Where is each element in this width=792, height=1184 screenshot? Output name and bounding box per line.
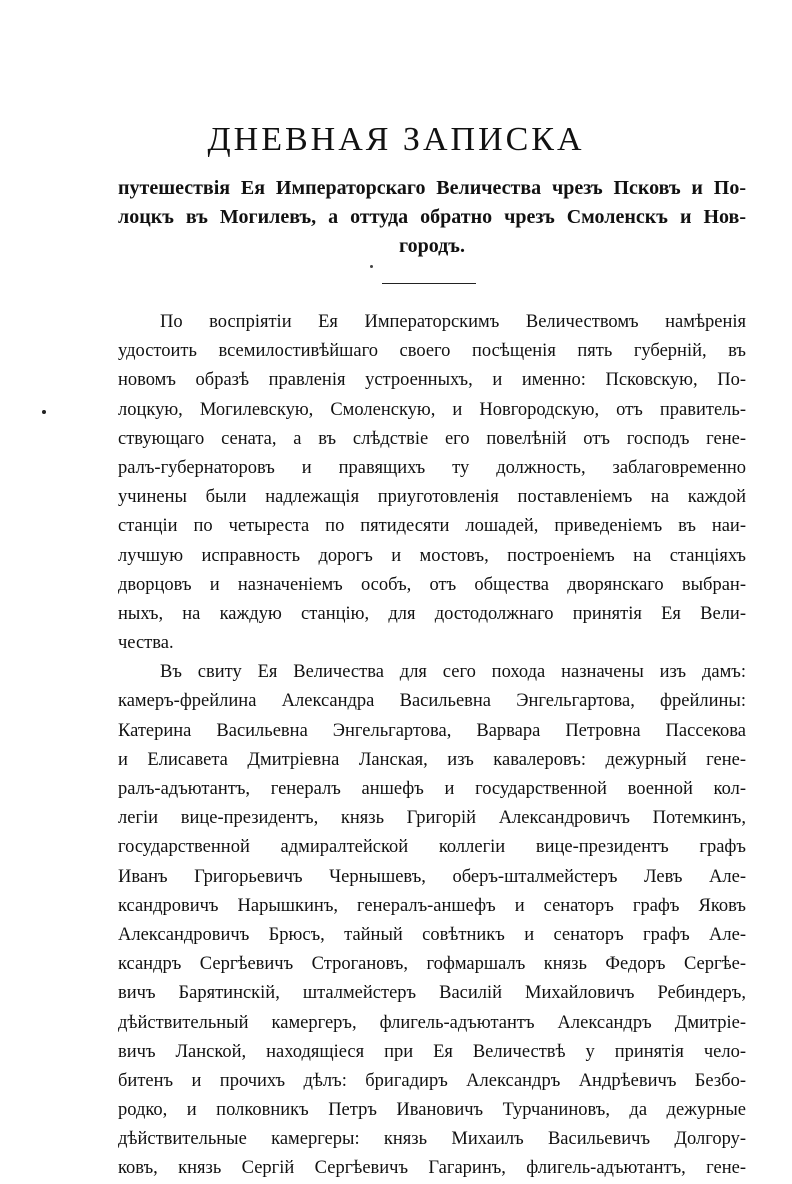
subtitle-line: лоцкъ въ Могилевъ, а оттуда обратно чрезъ Смоленскъ и Нов- (118, 206, 746, 228)
text-line: дѣйствительный камергеръ, флигель-адъютантъ Александръ Дмитріе- (118, 1012, 746, 1033)
text-line: Въ свиту Ея Величества для сего похода назначены изъ дамъ: (160, 662, 746, 683)
text-line: родко, и полковникъ Петръ Ивановичъ Турчаниновъ, да дежурные (118, 1100, 746, 1121)
text-line: ксандръ Сергѣевичъ Строгановъ, гофмаршалъ князь Федоръ Сергѣе- (118, 954, 746, 975)
text-line: дѣйствительные камергеры: князь Михаилъ Васильевичъ Долгору- (118, 1129, 746, 1150)
title-separator (382, 283, 476, 284)
text-line: ковъ, князь Сергій Сергѣевичъ Гагаринъ, флигель-адъютантъ, гене- (118, 1158, 746, 1179)
text-line: новомъ образѣ правленія устроенныхъ, и именно: Псковскую, По- (118, 370, 746, 391)
text-line: лоцкую, Могилевскую, Смоленскую, и Новгородскую, отъ правитель- (118, 399, 746, 420)
text-line: учинены были надлежащія приуготовленія поставленіемъ на каждой (118, 487, 746, 508)
text-line: вичъ Барятинскій, шталмейстеръ Василій Михайловичъ Ребиндеръ, (118, 983, 746, 1004)
text-line: Александровичъ Брюсъ, тайный совѣтникъ и сенаторъ графъ Але- (118, 924, 746, 945)
subtitle (118, 174, 746, 261)
text-line: дворцовъ и назначеніемъ особъ, отъ общества дворянскаго выбран- (118, 574, 746, 595)
text-line: чества. (118, 633, 174, 654)
text-line: По воспріятіи Ея Императорскимъ Величествомъ намѣренія (160, 312, 746, 332)
text-line: лучшую исправность дорогъ и мостовъ, построеніемъ на станціяхъ (118, 545, 746, 566)
text-line: легіи вице-президентъ, князь Григорій Александровичъ Потемкинъ, (118, 808, 746, 829)
text-line: ксандровичъ Нарышкинъ, генералъ-аншефъ и сенаторъ графъ Яковъ (118, 895, 746, 916)
paragraph-2 (118, 658, 746, 1183)
text-line: ныхъ, на каждую станцію, для достодолжнаго принятія Ея Вели- (118, 603, 746, 624)
text-line: ралъ-губернаторовъ и правящихъ ту должность, заблаговременно (118, 457, 746, 478)
subtitle-line: путешествія Ея Императорскаго Величества чрезъ Псковъ и По- (118, 177, 746, 199)
text-line: Катерина Васильевна Энгельгартова, Варвара Петровна Пассекова (118, 720, 746, 741)
subtitle-line: городъ. (399, 235, 465, 257)
text-line: Иванъ Григорьевичъ Чернышевъ, оберъ-шталмейстеръ Левъ Але- (118, 866, 746, 887)
page-title: ДНЕВНАЯ ЗАПИСКА (207, 121, 585, 158)
text-line: станціи по четыреста по пятидесяти лошадей, приведеніемъ въ наи- (118, 516, 746, 537)
margin-mark (42, 410, 46, 414)
body-text (118, 308, 746, 1184)
text-line: камеръ-фрейлина Александра Васильевна Энгельгартова, фрейлины: (118, 691, 746, 712)
paragraph-1 (118, 308, 746, 658)
text-line: и Елисавета Дмитріевна Ланская, изъ кавалеровъ: дежурный гене- (118, 749, 746, 770)
text-line: удостоить всемилостивѣйшаго своего посѣщенія пять губерній, въ (118, 341, 746, 362)
separator-dot (370, 265, 373, 268)
text-line: вичъ Ланской, находящіеся при Ея Величествѣ у принятія чело- (118, 1041, 746, 1062)
text-line: государственной адмиралтейской коллегіи вице-президентъ графъ (118, 837, 746, 858)
text-line: ствующаго сената, а въ слѣдствіе его повелѣній отъ господъ гене- (118, 428, 746, 449)
text-line: ралъ-адъютантъ, генералъ аншефъ и государственной военной кол- (118, 779, 746, 799)
text-line: битенъ и прочихъ дѣлъ: бригадиръ Александръ Андрѣевичъ Безбо- (118, 1070, 746, 1091)
